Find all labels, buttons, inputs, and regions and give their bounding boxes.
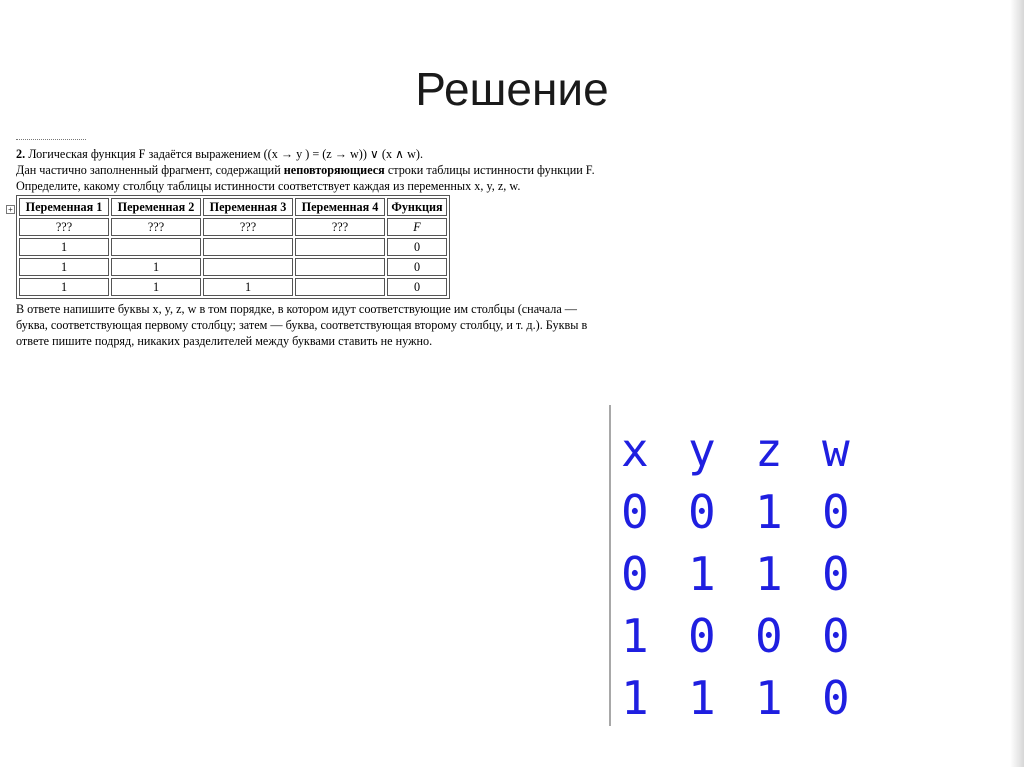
table-cell: F <box>387 218 447 236</box>
task-line-2-bold: неповторяющиеся <box>283 163 385 177</box>
task-header-mark <box>16 139 86 144</box>
task-expression: Логическая функция F задаётся выражением ((x → y ) = (z → w)) ∨ (x ∧ w). <box>25 147 423 161</box>
answer-cell: 0 <box>755 609 783 663</box>
answer-cell: 0 <box>822 609 850 663</box>
table-cell: ??? <box>203 218 293 236</box>
table-row <box>19 218 447 236</box>
table-cell: 1 <box>203 278 293 296</box>
answer-cell: 0 <box>688 485 716 539</box>
table-row <box>19 238 447 256</box>
table-cell: 1 <box>19 258 109 276</box>
table-row <box>19 278 447 296</box>
table-cell <box>295 278 385 296</box>
answer-table <box>609 405 891 726</box>
task-answer-instructions: В ответе напишите буквы x, y, z, w в том порядке, в котором идут соответствующие им столбцы (сначала — буква, соответствующая первому столбцу; затем — буква, соответствующая второму столбцу, и т. д.). Буквы в ответе пишите подряд, никаких разделителей между буквами ставить не нужно. <box>16 302 588 348</box>
truth-table <box>16 195 450 299</box>
task-line-1 <box>16 146 610 162</box>
task-line-2-b: строки таблицы истинности функции F. <box>384 163 595 177</box>
answer-header: x <box>621 423 649 477</box>
table-row <box>19 258 447 276</box>
task-line-2 <box>16 162 610 178</box>
table-cell: 1 <box>19 278 109 296</box>
table-cell <box>295 238 385 256</box>
answer-cell: 1 <box>621 671 649 725</box>
truth-table-header: Переменная 2 <box>111 198 201 216</box>
task-number: 2. <box>16 147 26 161</box>
table-cell: 0 <box>387 258 447 276</box>
table-cell: ??? <box>111 218 201 236</box>
answer-cell: 1 <box>688 547 716 601</box>
table-cell: 1 <box>111 258 201 276</box>
task-line-3: Определите, какому столбцу таблицы истинности соответствует каждая из переменных x, y, z, w. <box>16 179 521 193</box>
answer-cell: 0 <box>621 547 649 601</box>
answer-cell: 0 <box>621 485 649 539</box>
answer-header: y <box>688 423 716 477</box>
answer-grid <box>617 419 885 729</box>
truth-table-header: Функция <box>387 198 447 216</box>
truth-table-header: Переменная 1 <box>19 198 109 216</box>
table-cell <box>295 258 385 276</box>
answer-cell: 0 <box>822 547 850 601</box>
table-cell <box>111 238 201 256</box>
table-cell: 1 <box>111 278 201 296</box>
task-line-2-a: Дан частично заполненный фрагмент, содержащий <box>16 163 284 177</box>
answer-cell: 1 <box>688 671 716 725</box>
slide-title: Решение <box>415 63 609 115</box>
truth-table-header-row <box>19 198 447 216</box>
answer-cell: 1 <box>621 609 649 663</box>
truth-table-header: Переменная 3 <box>203 198 293 216</box>
truth-table-header: Переменная 4 <box>295 198 385 216</box>
table-cell: ??? <box>19 218 109 236</box>
table-cell: 1 <box>19 238 109 256</box>
task-text-block <box>16 146 610 349</box>
answer-cell: 1 <box>755 671 783 725</box>
table-cell: 0 <box>387 278 447 296</box>
answer-cell: 1 <box>755 547 783 601</box>
table-cell: ??? <box>295 218 385 236</box>
answer-header: w <box>822 423 850 477</box>
answer-cell: 1 <box>755 485 783 539</box>
table-cell <box>203 258 293 276</box>
table-cell <box>203 238 293 256</box>
answer-cell: 0 <box>822 671 850 725</box>
answer-cell: 0 <box>688 609 716 663</box>
expand-icon[interactable]: + <box>6 205 15 214</box>
table-cell: 0 <box>387 238 447 256</box>
answer-cell: 0 <box>822 485 850 539</box>
answer-header: z <box>755 423 783 477</box>
